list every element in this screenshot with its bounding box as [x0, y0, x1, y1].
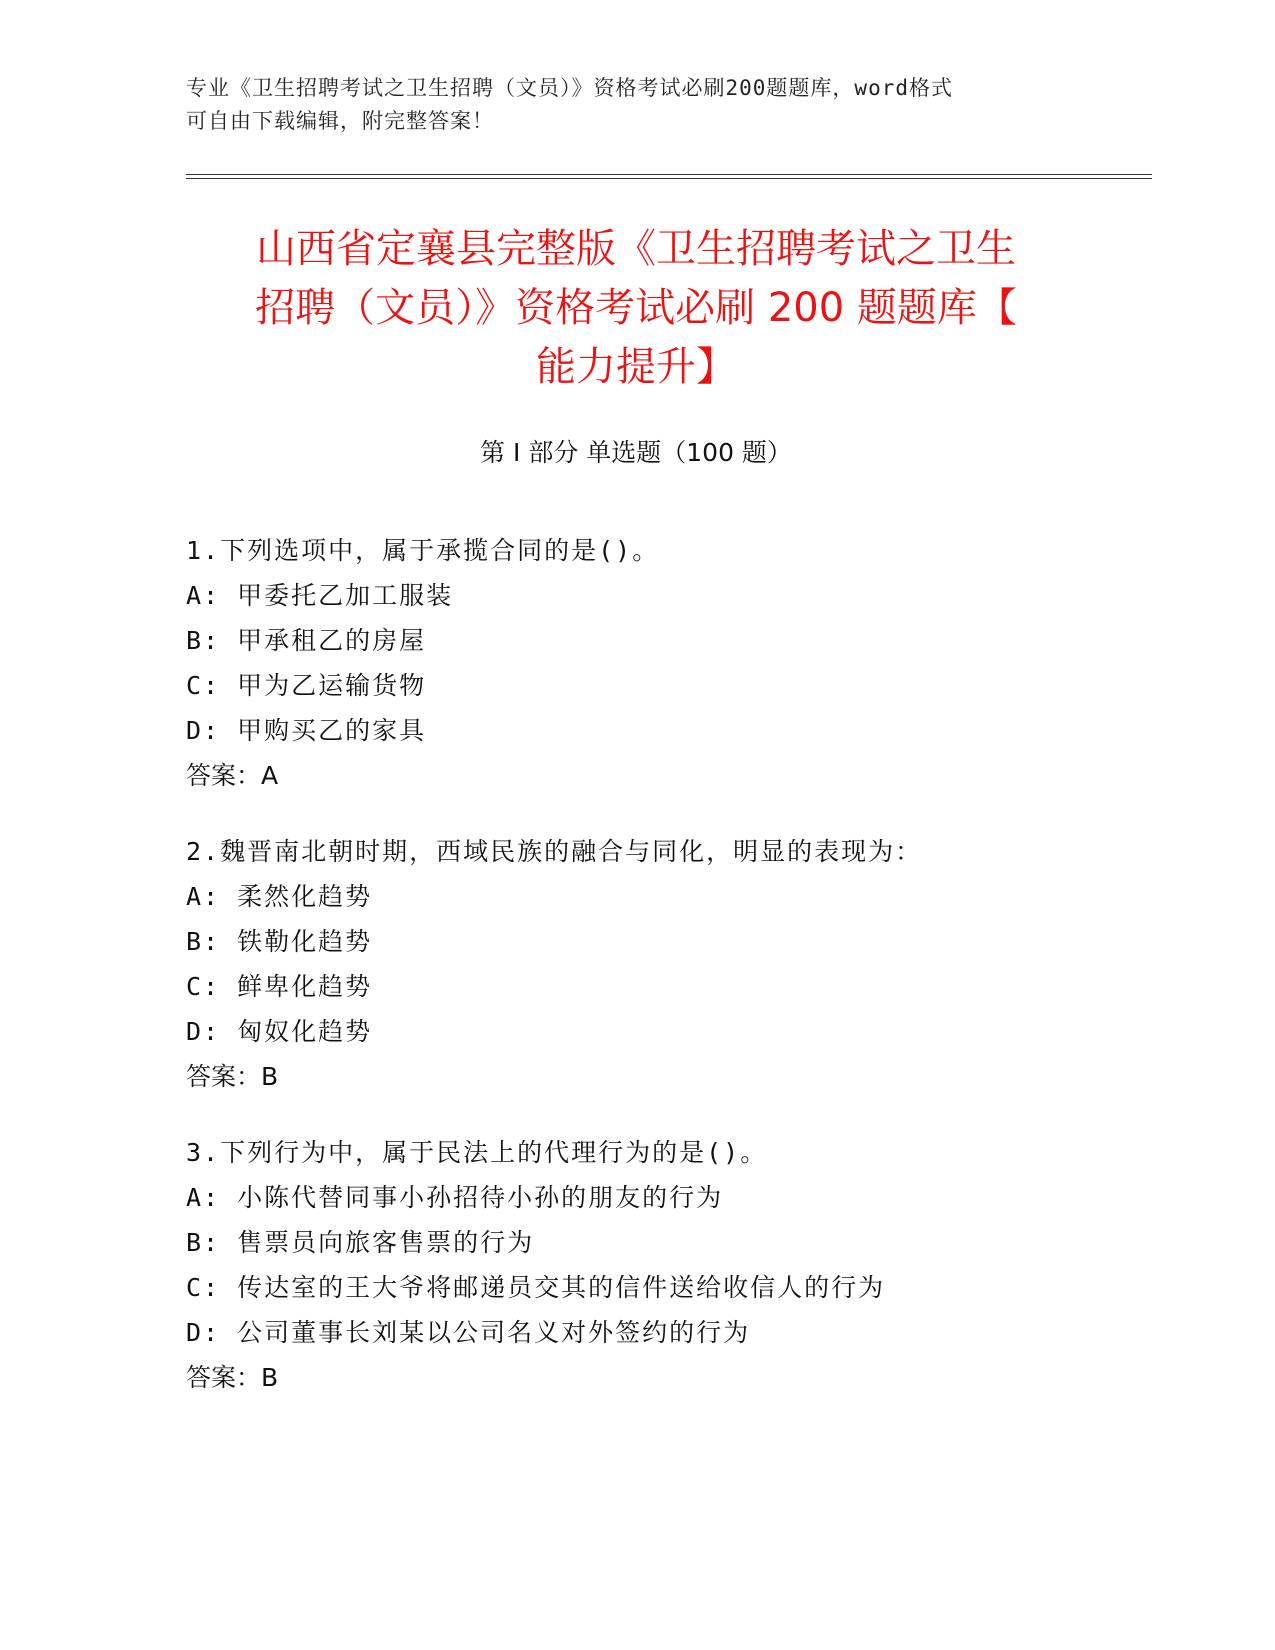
header-divider — [186, 174, 1152, 179]
option-a: A: 柔然化趋势 — [186, 882, 373, 911]
header-note-line2: 可自由下载编辑，附完整答案！ — [186, 109, 494, 133]
option-d: D: 甲购买乙的家具 — [186, 716, 427, 745]
question-2 — [186, 829, 1146, 1099]
question-3 — [186, 1130, 1146, 1400]
header-note — [186, 72, 1066, 138]
section-heading: 第 I 部分 单选题（100 题） — [480, 438, 792, 467]
option-a: A: 甲委托乙加工服装 — [186, 581, 454, 610]
option-c: C: 甲为乙运输货物 — [186, 671, 427, 700]
question-1 — [186, 528, 1146, 798]
question-stem: 3.下列行为中，属于民法上的代理行为的是()。 — [186, 1138, 768, 1167]
option-a: A: 小陈代替同事小孙招待小孙的朋友的行为 — [186, 1183, 724, 1212]
question-stem: 1.下列选项中，属于承揽合同的是()。 — [186, 536, 660, 565]
header-note-line1: 专业《卫生招聘考试之卫生招聘（文员）》资格考试必刷200题题库，word格式 — [186, 76, 953, 100]
title-line1: 山西省定襄县完整版《卫生招聘考试之卫生 — [256, 226, 1016, 272]
option-d: D: 匈奴化趋势 — [186, 1017, 373, 1046]
title-line3: 能力提升】 — [536, 344, 736, 390]
document-title — [186, 220, 1086, 397]
question-stem: 2.魏晋南北朝时期，西域民族的融合与同化，明显的表现为： — [186, 837, 923, 866]
question-list — [186, 528, 1146, 1431]
option-c: C: 传达室的王大爷将邮递员交其的信件送给收信人的行为 — [186, 1273, 886, 1302]
answer: 答案：B — [186, 1062, 279, 1091]
option-b: B: 铁勒化趋势 — [186, 927, 373, 956]
option-b: B: 售票员向旅客售票的行为 — [186, 1228, 535, 1257]
option-d: D: 公司董事长刘某以公司名义对外签约的行为 — [186, 1318, 751, 1347]
answer: 答案：A — [186, 761, 279, 790]
option-b: B: 甲承租乙的房屋 — [186, 626, 427, 655]
title-line2: 招聘（文员）》资格考试必刷 200 题题库【 — [255, 285, 1017, 331]
answer: 答案：B — [186, 1363, 279, 1392]
option-c: C: 鲜卑化趋势 — [186, 972, 373, 1001]
